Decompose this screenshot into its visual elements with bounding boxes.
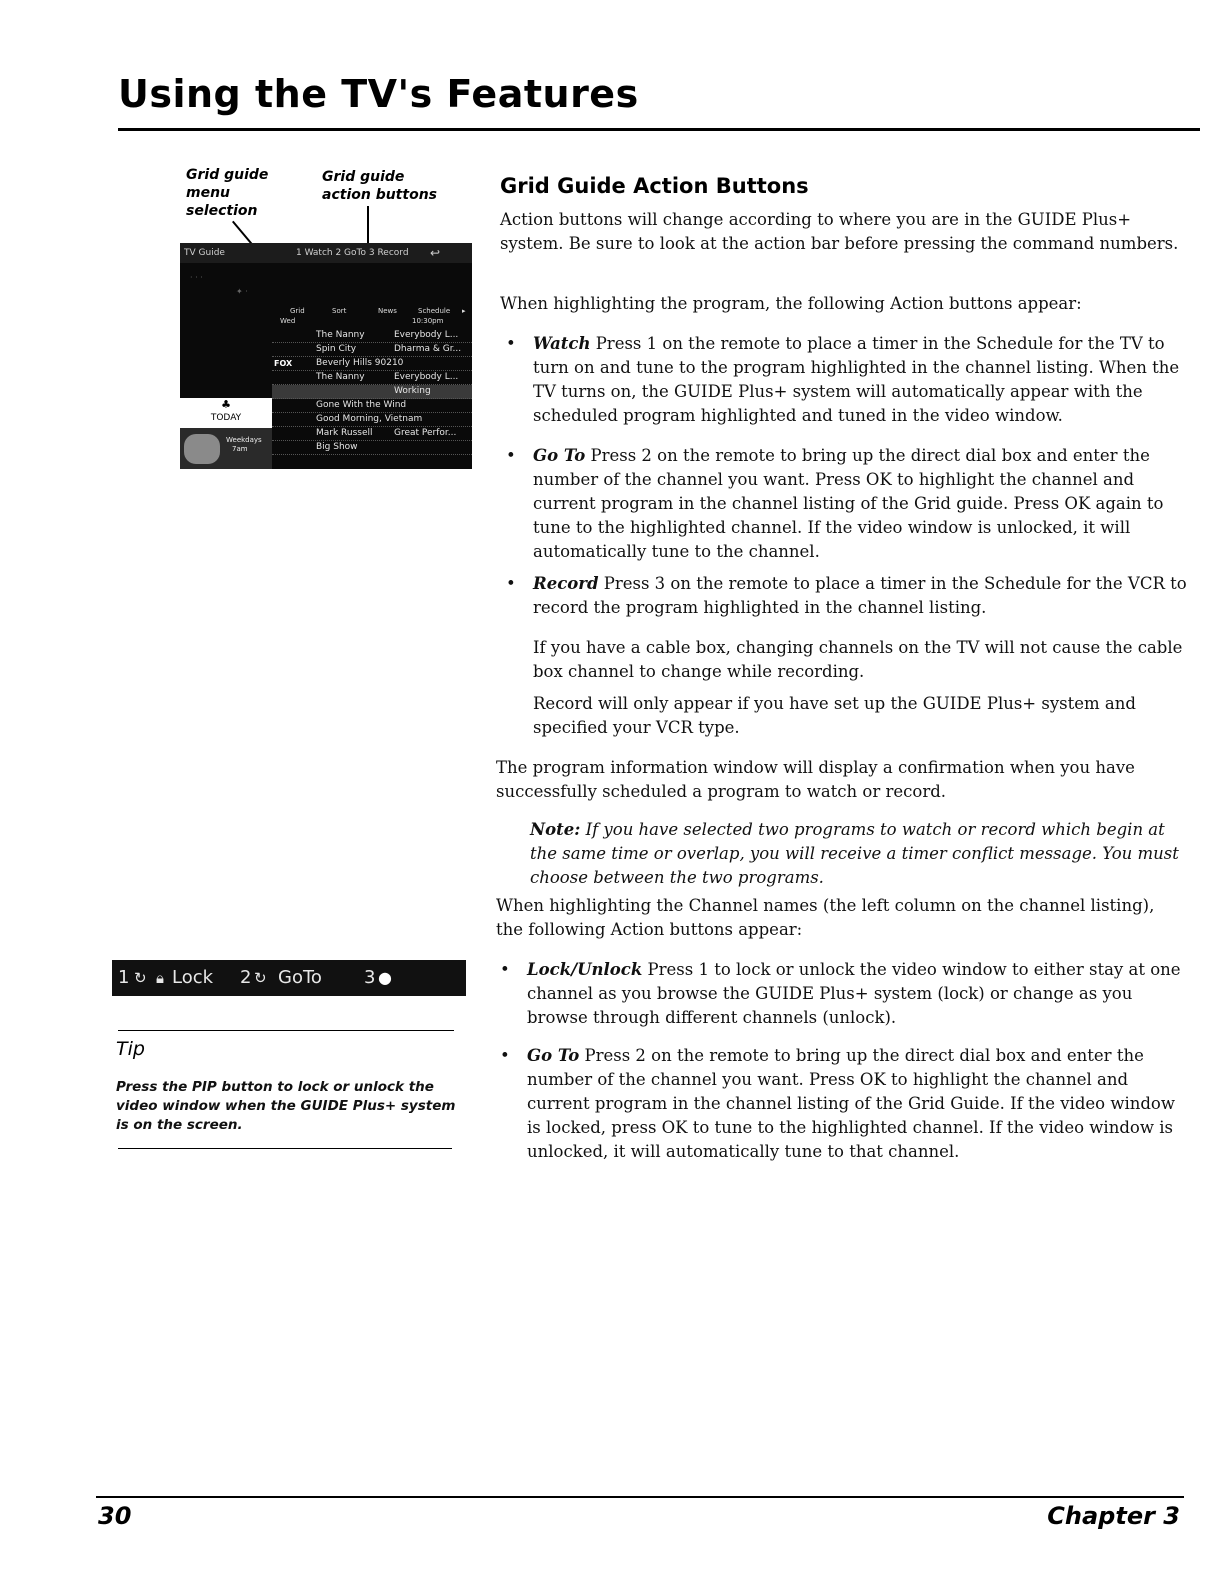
note-label: Note: bbox=[530, 820, 581, 839]
guide-logo-text: TV Guide bbox=[184, 248, 225, 258]
action-2-label: GoTo bbox=[278, 967, 322, 988]
record-note-2: Record will only appear if you have set up the GUIDE Plus+ system and specified your VCR type. bbox=[533, 694, 1136, 737]
menu-sort: Sort bbox=[332, 307, 347, 315]
promo-panel bbox=[180, 428, 272, 469]
bullet-dot: • bbox=[500, 1046, 510, 1065]
lock-icon: 🔒︎ bbox=[156, 969, 164, 987]
bullet-watch bbox=[506, 332, 1193, 428]
term-goto: Go To bbox=[533, 446, 586, 465]
program-intro: When highlighting the program, the following Action buttons appear: bbox=[500, 294, 1082, 313]
footer-rule bbox=[96, 1496, 1184, 1498]
promo-photo bbox=[184, 434, 220, 464]
remote-icon-2: ↻ bbox=[254, 969, 267, 987]
text-lock: Press 1 to lock or unlock the video window to either stay at one channel as you browse the GUIDE Plus+ system (lock) or change as you browse through different channels (unlock). bbox=[527, 960, 1181, 1027]
text-goto-channel: Press 2 on the remote to bring up the direct dial box and enter the number of the channel you want. Press OK to highlight the channel and current program in the channel listing of the Grid Guide. If the video window is locked, press OK to tune to the highlighted channel. If the video window is unlocked, it will automatically tune to that channel. bbox=[527, 1046, 1175, 1161]
guide-day: Wed bbox=[280, 317, 296, 325]
listing-row: FOX Beverly Hills 90210 bbox=[272, 357, 472, 371]
section-heading: Grid Guide Action Buttons bbox=[500, 174, 809, 198]
listing-row: Good Morning, Vietnam bbox=[272, 413, 472, 427]
term-record: Record bbox=[533, 574, 599, 593]
callout-action-buttons: Grid guide action buttons bbox=[322, 169, 437, 203]
menu-schedule: Schedule bbox=[418, 307, 451, 315]
bullet-record bbox=[506, 572, 1193, 620]
listing-row: Working bbox=[272, 385, 472, 399]
listing-row: Spin City Dharma & Gr... bbox=[272, 343, 472, 357]
video-window-area-2: ✦ · bbox=[236, 287, 248, 296]
action-1-label: Lock bbox=[172, 967, 214, 988]
remote-icon: ↻ bbox=[134, 969, 147, 987]
intro-paragraph: Action buttons will change according to where you are in the GUIDE Plus+ system. Be sure to look at the action bar before pressing the command numbers. bbox=[500, 210, 1179, 253]
bullet-goto-channel bbox=[500, 1044, 1187, 1164]
today-box bbox=[180, 398, 272, 428]
tip-text: Press the PIP button to lock or unlock the video window when the GUIDE Plus+ system is on the screen. bbox=[116, 1079, 456, 1133]
text-goto: Press 2 on the remote to bring up the direct dial box and enter the number of the channel you want. Press OK to highlight the channel and current program in the channel listing of the Grid guide. Press OK again to tune to the highlighted channel. If the video window is unlocked, it will automatically tune to the channel. bbox=[533, 446, 1164, 561]
today-icon: ♣ bbox=[221, 398, 231, 411]
channel-intro: When highlighting the Channel names (the left column on the channel listing), the following Action buttons appear: bbox=[496, 896, 1155, 939]
chevron-right-icon: ▸ bbox=[462, 307, 466, 315]
tip-bottom-rule bbox=[118, 1148, 452, 1149]
listing-row: Mark Russell Great Perfor... bbox=[272, 427, 472, 441]
channel-listing bbox=[272, 329, 472, 455]
chapter-label: Chapter 3 bbox=[1047, 1502, 1180, 1530]
guide-time: 10:30pm bbox=[412, 317, 444, 325]
tip-top-rule bbox=[118, 1030, 454, 1031]
listing-row: Gone With the Wind bbox=[272, 399, 472, 413]
bullet-dot: • bbox=[506, 446, 516, 465]
today-label: TODAY bbox=[210, 413, 242, 423]
back-arrow-icon: ↩ bbox=[430, 246, 441, 260]
grid-guide-screen bbox=[180, 243, 472, 469]
action-2-number: 2 bbox=[240, 967, 252, 988]
page-number: 30 bbox=[98, 1502, 132, 1530]
guide-left-panel bbox=[180, 398, 272, 469]
note-block bbox=[530, 818, 1190, 890]
listing-row: The Nanny Everybody L... bbox=[272, 371, 472, 385]
guide-action-buttons: 1 Watch 2 GoTo 3 Record bbox=[296, 248, 409, 258]
page-title: Using the TV's Features bbox=[118, 72, 639, 116]
menu-grid: Grid bbox=[290, 307, 305, 315]
callout-leader-buttons bbox=[367, 206, 369, 246]
promo-text bbox=[226, 436, 262, 454]
record-note-1: If you have a cable box, changing channels on the TV will not cause the cable box channel to change while recording. bbox=[533, 638, 1183, 681]
text-watch: Press 1 on the remote to place a timer in the Schedule for the TV to turn on and tune to the program highlighted in the channel listing. When the TV turns on, the GUIDE Plus+ system will automatically appear with the scheduled program highlighted and tuned in the video window. bbox=[533, 334, 1180, 425]
term-goto-channel: Go To bbox=[527, 1046, 580, 1065]
guide-top-bar bbox=[180, 243, 472, 263]
promo-line-2: 7am bbox=[232, 445, 248, 453]
bullet-dot: • bbox=[500, 960, 510, 979]
video-window-area: · · · bbox=[190, 273, 203, 282]
note-text: If you have selected two programs to watch or record which begin at the same time or overlap, you will receive a timer conflict message. You must choose between the two programs. bbox=[530, 820, 1179, 887]
promo-line-1: Weekdays bbox=[226, 436, 262, 444]
text-record: Press 3 on the remote to place a timer in the Schedule for the VCR to record the program highlighted in the channel listing. bbox=[533, 574, 1187, 617]
action-1-number: 1 bbox=[118, 967, 130, 988]
confirmation-paragraph: The program information window will display a confirmation when you have successfully scheduled a program to watch or record. bbox=[496, 758, 1135, 801]
callout-menu-selection: Grid guide menu selection bbox=[186, 167, 269, 219]
action-bar-figure bbox=[112, 960, 466, 996]
bullet-dot: • bbox=[506, 334, 516, 353]
bullet-dot: • bbox=[506, 574, 516, 593]
action-3-number: 3 bbox=[364, 967, 376, 988]
record-icon: ● bbox=[378, 968, 392, 987]
bullet-goto bbox=[506, 444, 1193, 564]
listing-row: The Nanny Everybody L... bbox=[272, 329, 472, 343]
title-rule bbox=[118, 128, 1200, 131]
term-watch: Watch bbox=[533, 334, 591, 353]
listing-row: Big Show bbox=[272, 441, 472, 455]
term-lock: Lock/Unlock bbox=[527, 960, 643, 979]
bullet-lock bbox=[500, 958, 1187, 1030]
menu-news: News bbox=[378, 307, 397, 315]
tip-label: Tip bbox=[116, 1038, 145, 1060]
